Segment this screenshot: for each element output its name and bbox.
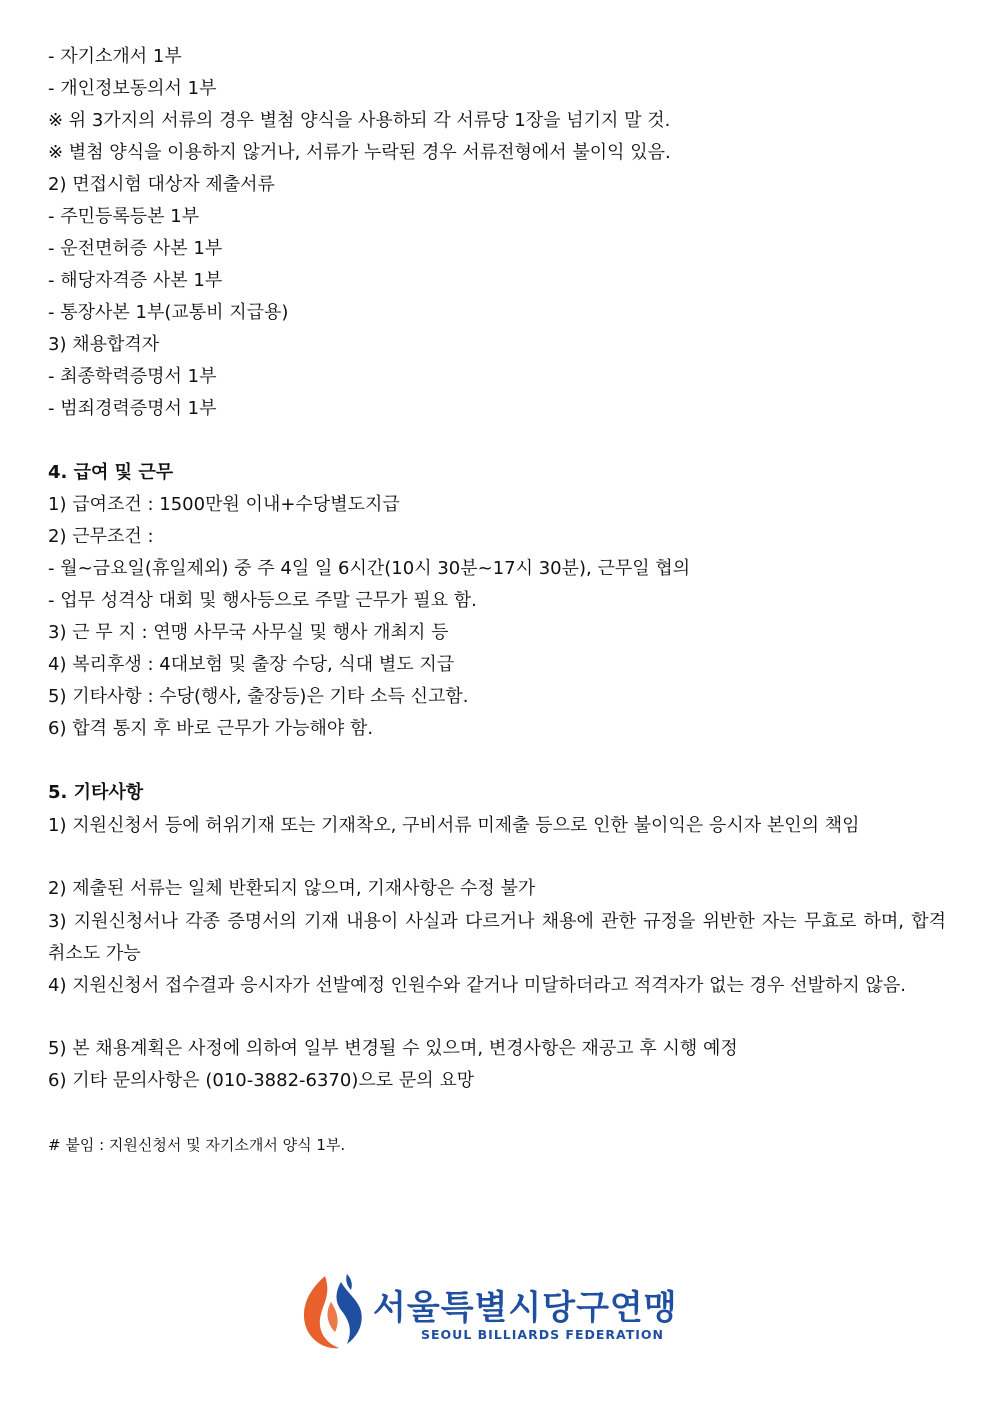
note-missing-docs: ※ 별첨 양식을 이용하지 않거나, 서류가 누락된 경우 서류전형에서 불이익 있음.	[48, 142, 671, 163]
section-4-heading: 4. 급여 및 근무	[48, 462, 174, 483]
logo-name-english: SEOUL BILLIARDS FEDERATION	[421, 1327, 665, 1342]
note-form-limit: ※ 위 3가지의 서류의 경우 별첨 양식을 사용하되 각 서류당 1장을 넘기지 말 것.	[48, 110, 671, 131]
weekend-work-note: - 업무 성격상 대회 및 행사등으로 주말 근무가 필요 함.	[48, 590, 477, 611]
work-schedule: - 월~금요일(휴일제외) 중 주 4일 일 6시간(10시 30분~17시 30분), 근무일 협의	[48, 558, 691, 579]
federation-logo	[295, 1272, 695, 1352]
misc-item-3: 3) 지원신청서나 각종 증명서의 기재 내용이 사실과 다르거나 채용에 관한 규정을 위반한 자는 무효로 하며, 합격 취소도 가능	[48, 911, 946, 964]
logo-name-korean: 서울특별시당구연맹	[373, 1288, 678, 1328]
misc-item-5: 5) 본 채용계획은 사정에 의하여 일부 변경될 수 있으며, 변경사항은 재공고 후 시행 예정	[48, 1038, 738, 1059]
misc-item-4: 4) 지원신청서 접수결과 응시자가 선발예정 인원수와 같거나 미달하더라고 적격자가 없는 경우 선발하지 않음.	[48, 975, 906, 996]
doc-line-education-cert: - 최종학력증명서 1부	[48, 366, 217, 387]
doc-line-criminal-record: - 범죄경력증명서 1부	[48, 398, 217, 419]
welfare-benefits: 4) 복리후생 : 4대보험 및 출장 수당, 식대 별도 지급	[48, 654, 455, 675]
doc-line-privacy-consent: - 개인정보동의서 1부	[48, 78, 217, 99]
work-condition-title: 2) 근무조건 :	[48, 526, 154, 547]
doc-line-drivers-license: - 운전면허증 사본 1부	[48, 238, 223, 259]
salary-condition: 1) 급여조건 : 1500만원 이내+수당별도지급	[48, 494, 400, 515]
interview-docs-title: 2) 면접시험 대상자 제출서류	[48, 174, 275, 195]
other-matters: 5) 기타사항 : 수당(행사, 출장등)은 기타 소득 신고함.	[48, 686, 469, 707]
misc-item-1: 1) 지원신청서 등에 허위기재 또는 기재착오, 구비서류 미제출 등으로 인한 불이익은 응시자 본인의 책임	[48, 815, 860, 836]
section-5-heading: 5. 기타사항	[48, 782, 144, 803]
misc-item-6: 6) 기타 문의사항은 (010-3882-6370)으로 문의 요망	[48, 1070, 475, 1091]
flame-emblem-icon	[295, 1272, 371, 1352]
misc-item-2: 2) 제출된 서류는 일체 반환되지 않으며, 기재사항은 수정 불가	[48, 878, 536, 899]
work-location: 3) 근 무 지 : 연맹 사무국 사무실 및 행사 개최지 등	[48, 622, 449, 643]
doc-line-certificate-copy: - 해당자격증 사본 1부	[48, 270, 223, 291]
final-hire-docs-title: 3) 채용합격자	[48, 334, 160, 355]
doc-line-resident-register: - 주민등록등본 1부	[48, 206, 200, 227]
doc-line-bankbook-copy: - 통장사본 1부(교통비 지급용)	[48, 302, 289, 323]
doc-line-self-intro: - 자기소개서 1부	[48, 46, 182, 67]
attachment-note: # 붙임 : 지원신청서 및 자기소개서 양식 1부.	[48, 1136, 346, 1154]
immediate-start-note: 6) 합격 통지 후 바로 근무가 가능해야 함.	[48, 718, 374, 739]
